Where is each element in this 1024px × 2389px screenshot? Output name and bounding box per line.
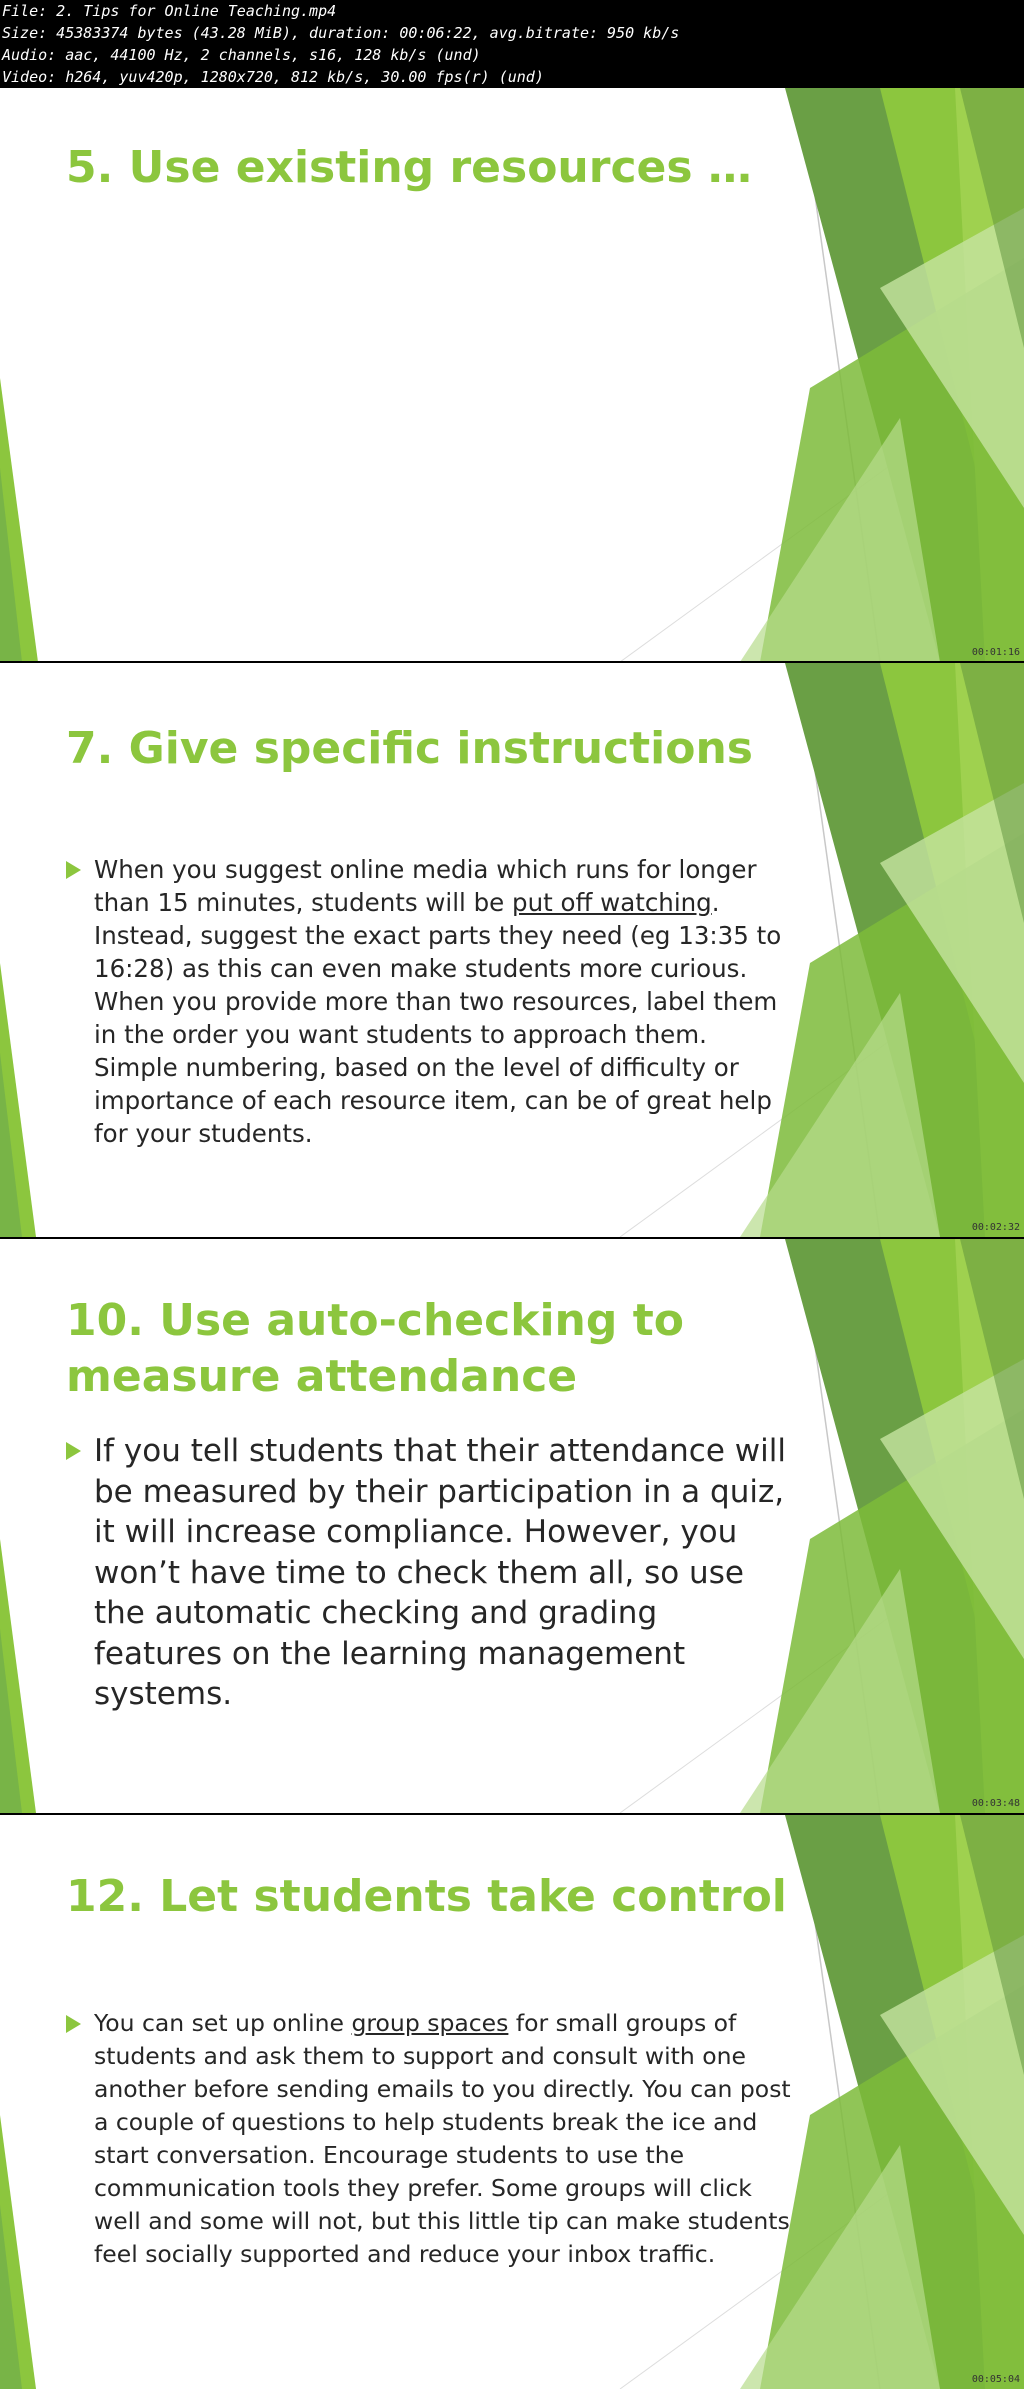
slide-title: 5. Use existing resources … bbox=[66, 142, 752, 193]
file-info-line: File: 2. Tips for Online Teaching.mp4 bbox=[2, 2, 337, 20]
bullet-text: If you tell students that their attendance will be measured by their participation in a quiz, it will increase compliance. However, you won’t have time to check them all, so use the automatic checking and grading features on the learning management systems. bbox=[94, 1433, 786, 1712]
timestamp: 00:05:04 bbox=[971, 2374, 1020, 2385]
bullet-text-part: You can set up online bbox=[94, 2009, 352, 2037]
slide-title bbox=[66, 1293, 684, 1405]
bullet-arrow-icon bbox=[66, 2015, 81, 2033]
file-info-header bbox=[0, 0, 1024, 88]
bullet-text-part: . Instead, suggest the exact parts they need (eg 13:35 to 16:28) as this can even make students more curious. When you provide more than two resources, label them in the order you want students to approach them. Simple numbering, based on the level of difficulty or importance of each resource item, can be of great help for your students. bbox=[94, 888, 782, 1148]
timestamp: 00:02:32 bbox=[971, 1222, 1020, 1233]
slide-frame-3 bbox=[0, 1239, 1024, 1813]
slide-title-line: 10. Use auto-checking to bbox=[66, 1295, 684, 1346]
bullet-arrow-icon bbox=[66, 861, 81, 879]
file-info-line: Audio: aac, 44100 Hz, 2 channels, s16, 128 kb/s (und) bbox=[2, 46, 481, 64]
slide-frame-1 bbox=[0, 88, 1024, 662]
slide-title: 12. Let students take control bbox=[66, 1871, 787, 1922]
slide-title: 7. Give specific instructions bbox=[66, 723, 753, 774]
link-put-off-watching[interactable]: put off watching bbox=[512, 888, 712, 917]
file-info-line: Video: h264, yuv420p, 1280x720, 812 kb/s, 30.00 fps(r) (und) bbox=[2, 68, 544, 86]
bullet-text-part: When you suggest online media which runs for longer than 15 minutes, students will be bbox=[94, 855, 757, 917]
timestamp: 00:01:16 bbox=[971, 647, 1020, 658]
link-group-spaces[interactable]: group spaces bbox=[351, 2009, 509, 2037]
bullet-text bbox=[94, 853, 794, 1150]
slide-title-line: measure attendance bbox=[66, 1351, 578, 1402]
file-info-line: Size: 45383374 bytes (43.28 MiB), duration: 00:06:22, avg.bitrate: 950 kb/s bbox=[2, 24, 680, 42]
bullet-text-part: for small groups of students and ask them to support and consult with one another before sending emails to you directly. You can post a couple of questions to help students break the ice and start conversation. Encourage students to use the communication tools they prefer. Some groups will click well and some will not, but this little tip can make students feel socially supported and reduce your inbox traffic. bbox=[94, 2009, 791, 2268]
bullet-text bbox=[94, 2007, 794, 2271]
timestamp: 00:03:48 bbox=[971, 1798, 1020, 1809]
slide-frame-4 bbox=[0, 1815, 1024, 2389]
slide-frame-2 bbox=[0, 663, 1024, 1237]
bullet-arrow-icon bbox=[66, 1442, 81, 1460]
